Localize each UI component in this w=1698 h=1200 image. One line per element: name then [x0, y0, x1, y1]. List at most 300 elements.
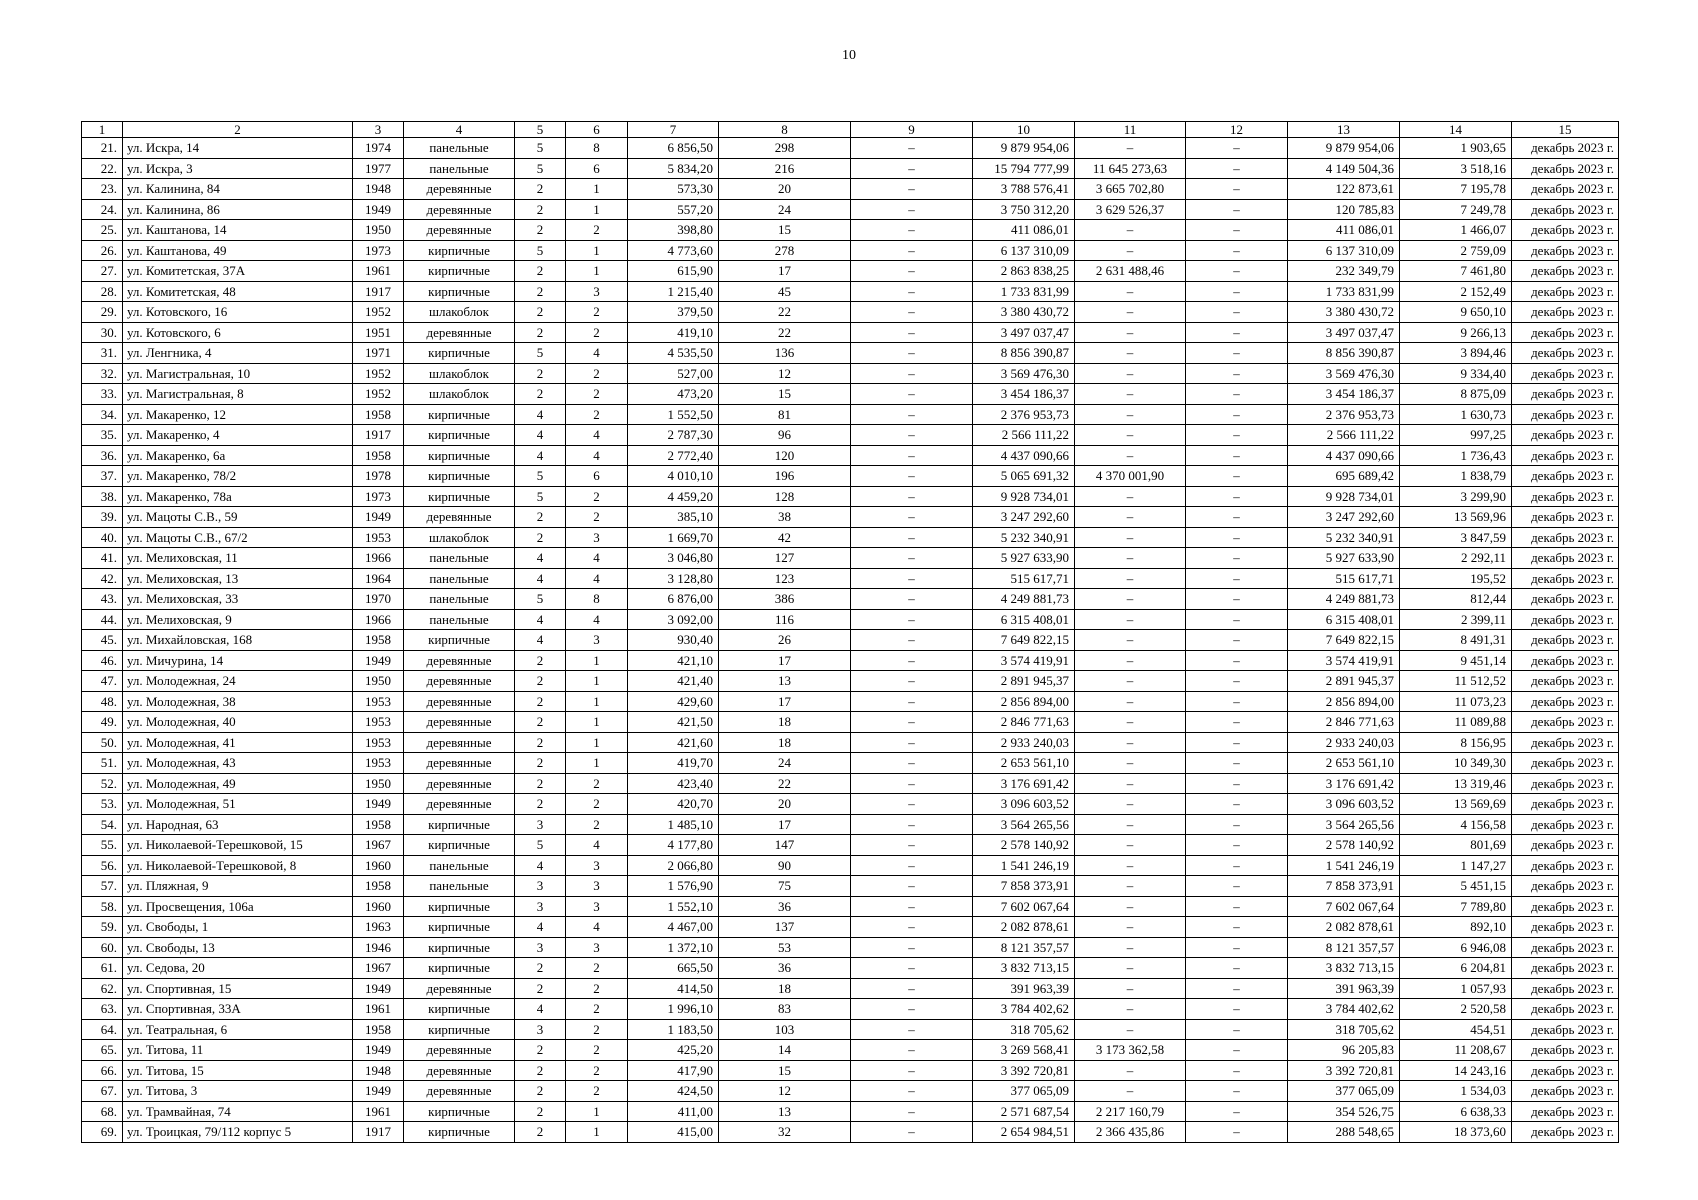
- cell-year-built: 1917: [353, 1122, 404, 1143]
- cell-entrances: 1: [566, 650, 628, 671]
- cell-cost-col-9: –: [851, 876, 973, 897]
- cell-area: 930,40: [628, 630, 719, 651]
- cell-floors: 4: [515, 855, 566, 876]
- cell-year-built: 1958: [353, 876, 404, 897]
- cell-unit-cost: 1 736,43: [1400, 445, 1512, 466]
- cell-cost-col-11: –: [1075, 609, 1186, 630]
- registry-table: [81, 121, 1619, 1143]
- cell-address: ул. Молодежная, 49: [123, 773, 353, 794]
- cell-cost-col-13: 6 137 310,09: [1288, 240, 1400, 261]
- cell-cost-col-9: –: [851, 978, 973, 999]
- cell-cost-col-9: –: [851, 548, 973, 569]
- column-header-9: 9: [851, 122, 973, 138]
- cell-total-cost: 2 846 771,63: [973, 712, 1075, 733]
- cell-cost-col-9: –: [851, 486, 973, 507]
- cell-cost-col-9: –: [851, 896, 973, 917]
- cell-address: ул. Мелиховская, 13: [123, 568, 353, 589]
- column-header-4: 4: [404, 122, 515, 138]
- cell-year-built: 1961: [353, 999, 404, 1020]
- cell-completion-date: декабрь 2023 г.: [1512, 486, 1619, 507]
- cell-area: 415,00: [628, 1122, 719, 1143]
- cell-total-cost: 3 788 576,41: [973, 179, 1075, 200]
- cell-residents: 386: [719, 589, 851, 610]
- cell-completion-date: декабрь 2023 г.: [1512, 240, 1619, 261]
- cell-total-cost: 2 082 878,61: [973, 917, 1075, 938]
- cell-completion-date: декабрь 2023 г.: [1512, 1081, 1619, 1102]
- cell-cost-col-9: –: [851, 1060, 973, 1081]
- cell-row-number: 51.: [82, 753, 123, 774]
- cell-address: ул. Молодежная, 41: [123, 732, 353, 753]
- cell-cost-col-9: –: [851, 466, 973, 487]
- cell-cost-col-11: –: [1075, 917, 1186, 938]
- cell-wall-material: деревянные: [404, 671, 515, 692]
- column-header-3: 3: [353, 122, 404, 138]
- cell-wall-material: шлакоблок: [404, 384, 515, 405]
- cell-residents: 18: [719, 712, 851, 733]
- cell-unit-cost: 3 518,16: [1400, 158, 1512, 179]
- cell-residents: 13: [719, 671, 851, 692]
- cell-wall-material: кирпичные: [404, 466, 515, 487]
- cell-total-cost: 3 269 568,41: [973, 1040, 1075, 1061]
- cell-total-cost: 318 705,62: [973, 1019, 1075, 1040]
- cell-total-cost: 515 617,71: [973, 568, 1075, 589]
- cell-entrances: 2: [566, 1060, 628, 1081]
- cell-entrances: 3: [566, 281, 628, 302]
- cell-completion-date: декабрь 2023 г.: [1512, 794, 1619, 815]
- cell-area: 6 876,00: [628, 589, 719, 610]
- cell-cost-col-11: –: [1075, 138, 1186, 159]
- cell-floors: 2: [515, 220, 566, 241]
- cell-residents: 22: [719, 322, 851, 343]
- cell-total-cost: 3 176 691,42: [973, 773, 1075, 794]
- cell-cost-col-9: –: [851, 937, 973, 958]
- cell-row-number: 39.: [82, 507, 123, 528]
- cell-wall-material: кирпичные: [404, 261, 515, 282]
- column-header-11: 11: [1075, 122, 1186, 138]
- cell-cost-col-9: –: [851, 855, 973, 876]
- cell-wall-material: панельные: [404, 138, 515, 159]
- cell-cost-col-13: 1 541 246,19: [1288, 855, 1400, 876]
- cell-year-built: 1952: [353, 384, 404, 405]
- cell-entrances: 8: [566, 138, 628, 159]
- cell-residents: 24: [719, 199, 851, 220]
- cell-cost-col-11: –: [1075, 384, 1186, 405]
- cell-entrances: 2: [566, 220, 628, 241]
- cell-total-cost: 2 566 111,22: [973, 425, 1075, 446]
- cell-address: ул. Титова, 15: [123, 1060, 353, 1081]
- cell-wall-material: деревянные: [404, 712, 515, 733]
- cell-area: 2 787,30: [628, 425, 719, 446]
- cell-row-number: 68.: [82, 1101, 123, 1122]
- cell-address: ул. Мацоты С.В., 67/2: [123, 527, 353, 548]
- cell-cost-col-13: 9 928 734,01: [1288, 486, 1400, 507]
- cell-area: 6 856,50: [628, 138, 719, 159]
- cell-completion-date: декабрь 2023 г.: [1512, 281, 1619, 302]
- cell-cost-col-11: –: [1075, 958, 1186, 979]
- cell-residents: 123: [719, 568, 851, 589]
- table-row: [82, 1122, 1619, 1143]
- cell-residents: 36: [719, 896, 851, 917]
- table-row: [82, 1101, 1619, 1122]
- cell-unit-cost: 18 373,60: [1400, 1122, 1512, 1143]
- cell-area: 1 215,40: [628, 281, 719, 302]
- cell-wall-material: кирпичные: [404, 630, 515, 651]
- cell-cost-col-9: –: [851, 404, 973, 425]
- cell-address: ул. Титова, 11: [123, 1040, 353, 1061]
- cell-floors: 2: [515, 1101, 566, 1122]
- cell-row-number: 52.: [82, 773, 123, 794]
- cell-wall-material: кирпичные: [404, 240, 515, 261]
- table-row: [82, 507, 1619, 528]
- cell-floors: 4: [515, 425, 566, 446]
- cell-cost-col-11: –: [1075, 855, 1186, 876]
- cell-cost-col-13: 2 578 140,92: [1288, 835, 1400, 856]
- cell-cost-col-12: –: [1186, 1060, 1288, 1081]
- cell-entrances: 4: [566, 343, 628, 364]
- table-row: [82, 855, 1619, 876]
- cell-cost-col-12: –: [1186, 466, 1288, 487]
- cell-total-cost: 2 578 140,92: [973, 835, 1075, 856]
- cell-unit-cost: 2 152,49: [1400, 281, 1512, 302]
- cell-area: 419,10: [628, 322, 719, 343]
- cell-wall-material: панельные: [404, 568, 515, 589]
- cell-completion-date: декабрь 2023 г.: [1512, 1040, 1619, 1061]
- cell-address: ул. Макаренко, 78а: [123, 486, 353, 507]
- table-row: [82, 240, 1619, 261]
- cell-completion-date: декабрь 2023 г.: [1512, 302, 1619, 323]
- cell-floors: 2: [515, 384, 566, 405]
- cell-address: ул. Комитетская, 48: [123, 281, 353, 302]
- cell-unit-cost: 1 057,93: [1400, 978, 1512, 999]
- cell-entrances: 2: [566, 322, 628, 343]
- cell-floors: 2: [515, 261, 566, 282]
- cell-wall-material: деревянные: [404, 1040, 515, 1061]
- cell-year-built: 1953: [353, 753, 404, 774]
- cell-cost-col-12: –: [1186, 794, 1288, 815]
- cell-total-cost: 377 065,09: [973, 1081, 1075, 1102]
- cell-cost-col-12: –: [1186, 281, 1288, 302]
- cell-cost-col-9: –: [851, 958, 973, 979]
- cell-total-cost: 15 794 777,99: [973, 158, 1075, 179]
- cell-completion-date: декабрь 2023 г.: [1512, 732, 1619, 753]
- cell-address: ул. Народная, 63: [123, 814, 353, 835]
- cell-cost-col-9: –: [851, 240, 973, 261]
- cell-cost-col-11: –: [1075, 281, 1186, 302]
- cell-cost-col-11: –: [1075, 1019, 1186, 1040]
- cell-row-number: 53.: [82, 794, 123, 815]
- cell-cost-col-13: 5 232 340,91: [1288, 527, 1400, 548]
- cell-floors: 4: [515, 999, 566, 1020]
- cell-total-cost: 411 086,01: [973, 220, 1075, 241]
- cell-cost-col-11: –: [1075, 835, 1186, 856]
- cell-residents: 120: [719, 445, 851, 466]
- cell-cost-col-12: –: [1186, 1101, 1288, 1122]
- cell-cost-col-13: 354 526,75: [1288, 1101, 1400, 1122]
- cell-total-cost: 3 750 312,20: [973, 199, 1075, 220]
- cell-cost-col-9: –: [851, 814, 973, 835]
- cell-cost-col-9: –: [851, 445, 973, 466]
- cell-cost-col-13: 3 497 037,47: [1288, 322, 1400, 343]
- cell-total-cost: 2 571 687,54: [973, 1101, 1075, 1122]
- cell-total-cost: 3 784 402,62: [973, 999, 1075, 1020]
- cell-residents: 22: [719, 773, 851, 794]
- cell-total-cost: 8 121 357,57: [973, 937, 1075, 958]
- cell-cost-col-13: 2 891 945,37: [1288, 671, 1400, 692]
- cell-wall-material: кирпичные: [404, 999, 515, 1020]
- cell-row-number: 47.: [82, 671, 123, 692]
- cell-address: ул. Мелиховская, 9: [123, 609, 353, 630]
- cell-completion-date: декабрь 2023 г.: [1512, 999, 1619, 1020]
- cell-entrances: 1: [566, 753, 628, 774]
- cell-total-cost: 8 856 390,87: [973, 343, 1075, 364]
- cell-cost-col-12: –: [1186, 1122, 1288, 1143]
- cell-cost-col-12: –: [1186, 486, 1288, 507]
- cell-cost-col-13: 391 963,39: [1288, 978, 1400, 999]
- cell-year-built: 1949: [353, 650, 404, 671]
- cell-entrances: 4: [566, 568, 628, 589]
- cell-completion-date: декабрь 2023 г.: [1512, 199, 1619, 220]
- cell-entrances: 4: [566, 445, 628, 466]
- cell-area: 4 459,20: [628, 486, 719, 507]
- cell-address: ул. Калинина, 86: [123, 199, 353, 220]
- cell-area: 417,90: [628, 1060, 719, 1081]
- cell-year-built: 1958: [353, 630, 404, 651]
- cell-wall-material: деревянные: [404, 732, 515, 753]
- cell-area: 398,80: [628, 220, 719, 241]
- cell-floors: 2: [515, 1122, 566, 1143]
- cell-cost-col-9: –: [851, 1081, 973, 1102]
- cell-completion-date: декабрь 2023 г.: [1512, 896, 1619, 917]
- cell-area: 429,60: [628, 691, 719, 712]
- cell-cost-col-12: –: [1186, 876, 1288, 897]
- cell-completion-date: декабрь 2023 г.: [1512, 773, 1619, 794]
- cell-area: 1 552,50: [628, 404, 719, 425]
- cell-entrances: 2: [566, 384, 628, 405]
- table-row: [82, 876, 1619, 897]
- cell-area: 421,10: [628, 650, 719, 671]
- cell-cost-col-12: –: [1186, 1040, 1288, 1061]
- cell-row-number: 65.: [82, 1040, 123, 1061]
- cell-total-cost: 3 096 603,52: [973, 794, 1075, 815]
- column-header-7: 7: [628, 122, 719, 138]
- cell-year-built: 1953: [353, 527, 404, 548]
- cell-year-built: 1961: [353, 1101, 404, 1122]
- cell-completion-date: декабрь 2023 г.: [1512, 425, 1619, 446]
- cell-cost-col-11: –: [1075, 589, 1186, 610]
- cell-completion-date: декабрь 2023 г.: [1512, 876, 1619, 897]
- cell-row-number: 21.: [82, 138, 123, 159]
- cell-row-number: 30.: [82, 322, 123, 343]
- cell-wall-material: деревянные: [404, 322, 515, 343]
- cell-row-number: 40.: [82, 527, 123, 548]
- cell-area: 473,20: [628, 384, 719, 405]
- cell-year-built: 1958: [353, 445, 404, 466]
- cell-completion-date: декабрь 2023 г.: [1512, 138, 1619, 159]
- cell-cost-col-9: –: [851, 650, 973, 671]
- cell-year-built: 1967: [353, 958, 404, 979]
- cell-floors: 2: [515, 302, 566, 323]
- table-row: [82, 363, 1619, 384]
- cell-total-cost: 3 392 720,81: [973, 1060, 1075, 1081]
- cell-cost-col-9: –: [851, 589, 973, 610]
- cell-unit-cost: 892,10: [1400, 917, 1512, 938]
- cell-cost-col-12: –: [1186, 404, 1288, 425]
- cell-wall-material: кирпичные: [404, 1019, 515, 1040]
- column-header-2: 2: [123, 122, 353, 138]
- cell-cost-col-9: –: [851, 1122, 973, 1143]
- cell-completion-date: декабрь 2023 г.: [1512, 343, 1619, 364]
- cell-residents: 96: [719, 425, 851, 446]
- cell-completion-date: декабрь 2023 г.: [1512, 650, 1619, 671]
- table-row: [82, 691, 1619, 712]
- cell-wall-material: панельные: [404, 158, 515, 179]
- cell-address: ул. Николаевой-Терешковой, 8: [123, 855, 353, 876]
- cell-total-cost: 2 863 838,25: [973, 261, 1075, 282]
- cell-row-number: 29.: [82, 302, 123, 323]
- table-row: [82, 917, 1619, 938]
- cell-wall-material: деревянные: [404, 179, 515, 200]
- cell-area: 4 177,80: [628, 835, 719, 856]
- cell-year-built: 1960: [353, 855, 404, 876]
- cell-residents: 13: [719, 1101, 851, 1122]
- cell-cost-col-13: 2 856 894,00: [1288, 691, 1400, 712]
- cell-cost-col-12: –: [1186, 589, 1288, 610]
- cell-wall-material: деревянные: [404, 1060, 515, 1081]
- cell-cost-col-11: –: [1075, 445, 1186, 466]
- cell-entrances: 1: [566, 732, 628, 753]
- cell-address: ул. Магистральная, 8: [123, 384, 353, 405]
- cell-cost-col-13: 3 832 713,15: [1288, 958, 1400, 979]
- cell-entrances: 4: [566, 835, 628, 856]
- cell-row-number: 23.: [82, 179, 123, 200]
- cell-address: ул. Ленгника, 4: [123, 343, 353, 364]
- cell-address: ул. Макаренко, 78/2: [123, 466, 353, 487]
- cell-row-number: 44.: [82, 609, 123, 630]
- cell-cost-col-11: –: [1075, 691, 1186, 712]
- cell-year-built: 1951: [353, 322, 404, 343]
- cell-row-number: 69.: [82, 1122, 123, 1143]
- cell-cost-col-13: 3 784 402,62: [1288, 999, 1400, 1020]
- cell-area: 385,10: [628, 507, 719, 528]
- cell-unit-cost: 11 512,52: [1400, 671, 1512, 692]
- cell-entrances: 3: [566, 855, 628, 876]
- cell-wall-material: кирпичные: [404, 958, 515, 979]
- cell-floors: 5: [515, 466, 566, 487]
- cell-floors: 2: [515, 363, 566, 384]
- cell-residents: 45: [719, 281, 851, 302]
- cell-floors: 4: [515, 568, 566, 589]
- cell-cost-col-9: –: [851, 630, 973, 651]
- cell-unit-cost: 997,25: [1400, 425, 1512, 446]
- cell-address: ул. Троицкая, 79/112 корпус 5: [123, 1122, 353, 1143]
- cell-total-cost: 9 879 954,06: [973, 138, 1075, 159]
- cell-row-number: 45.: [82, 630, 123, 651]
- cell-completion-date: декабрь 2023 г.: [1512, 589, 1619, 610]
- cell-residents: 14: [719, 1040, 851, 1061]
- cell-floors: 2: [515, 179, 566, 200]
- cell-entrances: 2: [566, 794, 628, 815]
- cell-cost-col-12: –: [1186, 158, 1288, 179]
- cell-residents: 53: [719, 937, 851, 958]
- cell-row-number: 62.: [82, 978, 123, 999]
- cell-residents: 38: [719, 507, 851, 528]
- cell-cost-col-12: –: [1186, 445, 1288, 466]
- cell-cost-col-9: –: [851, 179, 973, 200]
- cell-cost-col-9: –: [851, 158, 973, 179]
- cell-address: ул. Мичурина, 14: [123, 650, 353, 671]
- cell-address: ул. Каштанова, 14: [123, 220, 353, 241]
- cell-residents: 147: [719, 835, 851, 856]
- cell-address: ул. Магистральная, 10: [123, 363, 353, 384]
- cell-cost-col-13: 2 376 953,73: [1288, 404, 1400, 425]
- table-row: [82, 404, 1619, 425]
- cell-floors: 3: [515, 937, 566, 958]
- cell-total-cost: 4 249 881,73: [973, 589, 1075, 610]
- page-number: 10: [842, 48, 856, 63]
- cell-total-cost: 5 232 340,91: [973, 527, 1075, 548]
- cell-cost-col-13: 3 564 265,56: [1288, 814, 1400, 835]
- cell-area: 421,60: [628, 732, 719, 753]
- cell-total-cost: 2 856 894,00: [973, 691, 1075, 712]
- cell-year-built: 1950: [353, 220, 404, 241]
- cell-cost-col-12: –: [1186, 814, 1288, 835]
- cell-total-cost: 2 891 945,37: [973, 671, 1075, 692]
- cell-entrances: 3: [566, 630, 628, 651]
- cell-cost-col-13: 8 121 357,57: [1288, 937, 1400, 958]
- cell-area: 4 467,00: [628, 917, 719, 938]
- cell-row-number: 25.: [82, 220, 123, 241]
- cell-entrances: 8: [566, 589, 628, 610]
- cell-row-number: 67.: [82, 1081, 123, 1102]
- cell-wall-material: деревянные: [404, 773, 515, 794]
- cell-entrances: 6: [566, 158, 628, 179]
- cell-address: ул. Мелиховская, 11: [123, 548, 353, 569]
- cell-floors: 5: [515, 835, 566, 856]
- cell-cost-col-13: 288 548,65: [1288, 1122, 1400, 1143]
- table-row: [82, 630, 1619, 651]
- cell-address: ул. Каштанова, 49: [123, 240, 353, 261]
- cell-cost-col-12: –: [1186, 384, 1288, 405]
- cell-address: ул. Спортивная, 33А: [123, 999, 353, 1020]
- cell-cost-col-11: –: [1075, 1060, 1186, 1081]
- cell-row-number: 38.: [82, 486, 123, 507]
- table-row: [82, 978, 1619, 999]
- cell-residents: 278: [719, 240, 851, 261]
- cell-address: ул. Котовского, 6: [123, 322, 353, 343]
- cell-unit-cost: 1 630,73: [1400, 404, 1512, 425]
- cell-residents: 17: [719, 650, 851, 671]
- cell-area: 420,70: [628, 794, 719, 815]
- column-header-8: 8: [719, 122, 851, 138]
- cell-cost-col-9: –: [851, 343, 973, 364]
- cell-year-built: 1917: [353, 425, 404, 446]
- table-row: [82, 589, 1619, 610]
- cell-cost-col-11: –: [1075, 671, 1186, 692]
- cell-year-built: 1958: [353, 814, 404, 835]
- cell-wall-material: кирпичные: [404, 404, 515, 425]
- cell-unit-cost: 1 534,03: [1400, 1081, 1512, 1102]
- cell-cost-col-13: 9 879 954,06: [1288, 138, 1400, 159]
- cell-unit-cost: 3 847,59: [1400, 527, 1512, 548]
- cell-cost-col-11: –: [1075, 650, 1186, 671]
- cell-wall-material: шлакоблок: [404, 527, 515, 548]
- cell-completion-date: декабрь 2023 г.: [1512, 691, 1619, 712]
- cell-completion-date: декабрь 2023 г.: [1512, 363, 1619, 384]
- cell-cost-col-12: –: [1186, 322, 1288, 343]
- cell-wall-material: деревянные: [404, 794, 515, 815]
- cell-entrances: 6: [566, 466, 628, 487]
- cell-total-cost: 6 137 310,09: [973, 240, 1075, 261]
